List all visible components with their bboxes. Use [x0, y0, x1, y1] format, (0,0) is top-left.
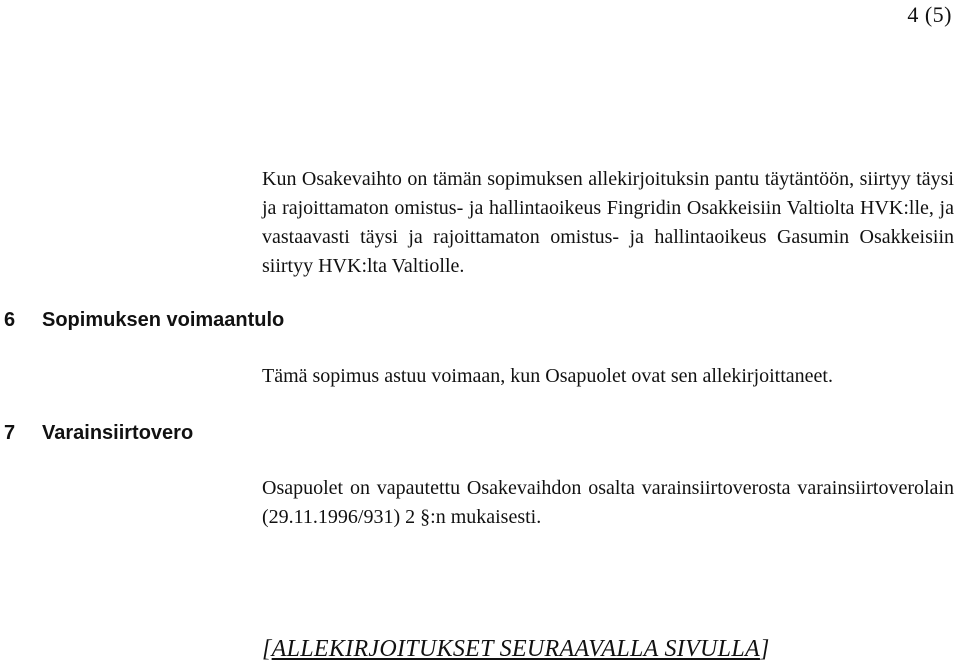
paragraph-transfer-tax: Osapuolet on vapautettu Osakevaihdon osalta varainsiirtoverosta varainsiirtoverolain (29.11.1996/931) 2 §:n mukaisesti. — [262, 477, 954, 528]
section-heading-6 — [4, 307, 284, 333]
close-bracket: ] — [759, 636, 770, 662]
section-title: Sopimuksen voimaantulo — [42, 309, 285, 331]
signatures-note-text: ALLEKIRJOITUKSET SEURAAVALLA SIVULLA — [271, 636, 760, 662]
paragraph-entry-into-force: Tämä sopimus astuu voimaan, kun Osapuolet ovat sen allekirjoittaneet. — [262, 365, 833, 387]
signatures-note — [262, 634, 770, 664]
section-number: 6 — [4, 309, 16, 331]
open-bracket: [ — [262, 636, 272, 662]
paragraph-share-transfer: Kun Osakevaihto on tämän sopimuksen allekirjoituksin pantu täytäntöön, siirtyy täysi ja rajoittamaton omistus- ja hallintaoikeus Fingridin Osakkeisiin Valtiolta HVK:lle, ja vastaavasti täysi ja rajoittamaton omistus- ja hallintaoikeus Gasumin Osakkeisiin siirtyy HVK:lta Valtiolle. — [262, 168, 954, 277]
section-number: 7 — [4, 422, 16, 444]
page-number: 4 (5) — [907, 2, 952, 27]
section-heading-7 — [4, 420, 193, 446]
section-title: Varainsiirtovero — [42, 422, 194, 444]
